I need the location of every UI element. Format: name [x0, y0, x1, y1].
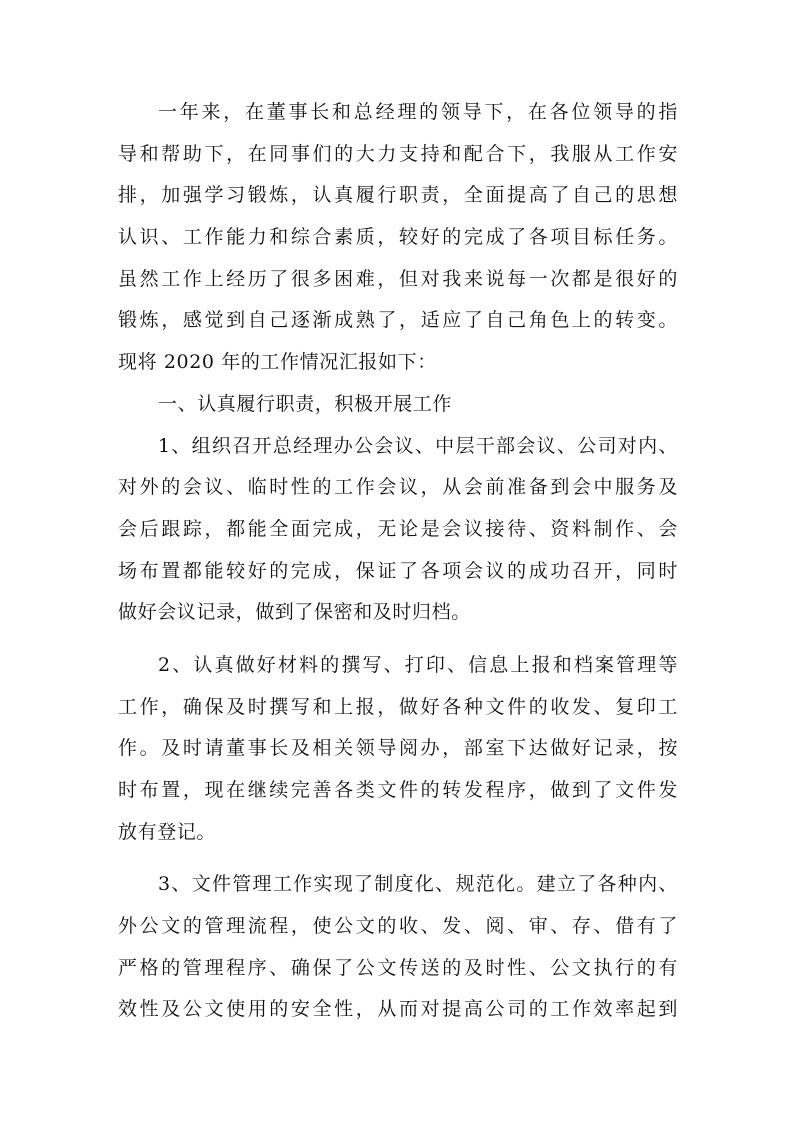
text-line: 做好会议记录，做到了保密和及时归档。 — [118, 601, 471, 624]
paragraph-item-3 — [118, 864, 678, 1031]
text-line: 场布置都能较好的完成，保证了各项会议的成功召开，同时 — [118, 559, 678, 582]
text-line: 对外的会议、临时性的工作会议，从会前准备到会中服务及 — [118, 476, 678, 499]
text-line: 外公文的管理流程，使公文的收、发、阅、审、存、借有了 — [118, 915, 678, 938]
paragraph-gap — [118, 634, 678, 645]
text-line: 效性及公文使用的安全性，从而对提高公司的工作效率起到 — [118, 998, 678, 1021]
document-body — [118, 92, 678, 1031]
heading-text: 一、认真履行职责，积极开展工作 — [158, 392, 453, 415]
section-heading — [118, 384, 678, 426]
text-line: 时布置，现在继续完善各类文件的转发程序，做到了文件发 — [118, 779, 678, 801]
text-line: 2、认真做好材料的撰写、打印、信息上报和档案管理等 — [158, 653, 678, 676]
paragraph-intro — [118, 92, 678, 384]
text-line: 1、组织召开总经理办公会议、中层干部会议、公司对内、 — [158, 434, 678, 457]
text-line: 会后跟踪，都能全面完成，无论是会议接待、资料制作、会 — [118, 517, 678, 540]
text-line: 现将 2020 年的工作情况汇报如下： — [118, 351, 437, 374]
text-line: 一年来，在董事长和总经理的领导下，在各位领导的指 — [158, 101, 678, 123]
text-line: 3、文件管理工作实现了制度化、规范化。建立了各种内、 — [158, 873, 678, 896]
paragraph-item-1 — [118, 426, 678, 634]
text-line: 锻炼，感觉到自己逐渐成熟了，适应了自己角色上的转变。 — [118, 309, 678, 332]
text-line: 导和帮助下，在同事们的大力支持和配合下，我服从工作安 — [118, 142, 678, 165]
text-line: 严格的管理程序、确保了公文传送的及时性、公文执行的有 — [118, 956, 678, 979]
text-line: 放有登记。 — [118, 820, 217, 843]
text-line: 作。及时请董事长及相关领导阅办，部室下达做好记录，按 — [118, 737, 678, 760]
text-line: 虽然工作上经历了很多困难，但对我来说每一次都是很好的 — [118, 267, 678, 290]
paragraph-item-2 — [118, 645, 678, 853]
text-line: 工作，确保及时撰写和上报，做好各种文件的收发、复印工 — [118, 695, 678, 718]
paragraph-gap — [118, 853, 678, 864]
text-line: 认识、工作能力和综合素质，较好的完成了各项目标任务。 — [118, 226, 678, 249]
text-line: 排，加强学习锻炼，认真履行职责，全面提高了自己的思想 — [118, 184, 678, 207]
